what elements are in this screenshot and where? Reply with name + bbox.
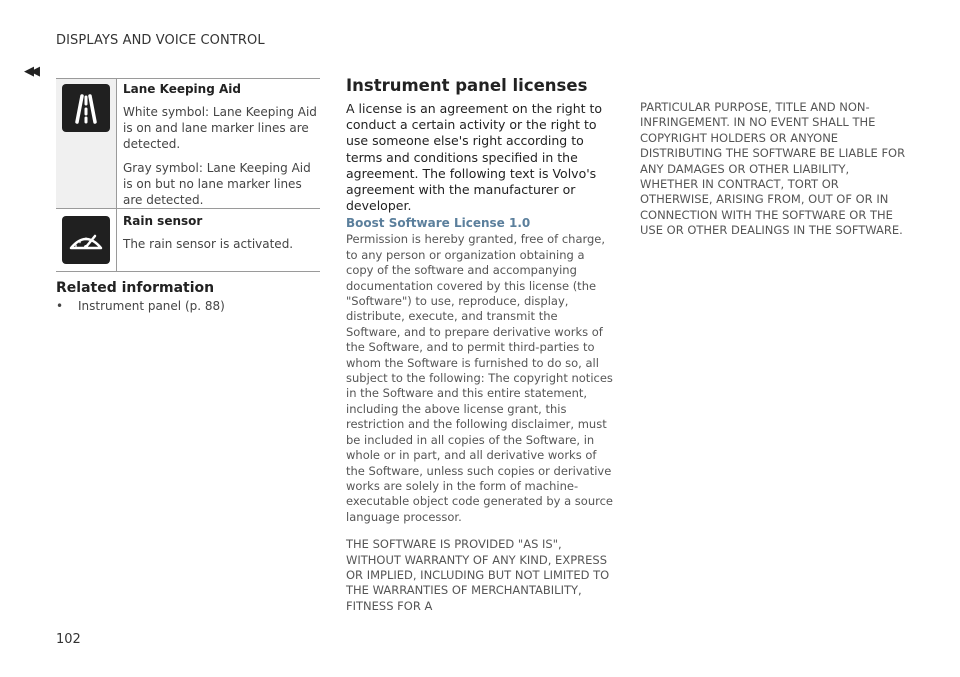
- row-title: Lane Keeping Aid: [123, 82, 241, 96]
- license-disclaimer-part2: PARTICULAR PURPOSE, TITLE AND NON-INFRINGEMENT. IN NO EVENT SHALL THE COPYRIGHT HOLDERS OR ANYONE DISTRIBUTING THE SOFTWARE BE LIABLE FOR ANY DAMAGES OR OTHER LIABILITY, WHETHER IN CONTRACT, TORT OR OTHERWISE, ARISING FROM, OUT OF OR IN CONNECTION WITH THE SOFTWARE OR THE USE OR OTHER DEALINGS IN THE SOFTWARE.: [640, 100, 906, 238]
- row-title: Rain sensor: [123, 214, 203, 228]
- table-row-lane-keeping-text: [123, 82, 317, 216]
- article-column-right: [640, 100, 908, 239]
- table-row-lane-keeping-icon-cell: [56, 79, 117, 208]
- rain-sensor-icon: [62, 216, 110, 264]
- table-row-rain-sensor-icon-cell: [56, 209, 117, 271]
- table-row-rain-sensor-text: [123, 214, 317, 260]
- article-column: [346, 76, 614, 614]
- license-body: Permission is hereby granted, free of charge, to any person or organization obtaining a copy of the software and accompanying documentation covered by this license (the "Software") to use, reproduce, display, distribute, execute, and transmit the Software, and to prepare derivative works of the Software, and to permit third-parties to whom the Software is furnished to do so, all subject to the following: The copyright notices in the Software and this entire statement, including the above license grant, this restriction and the following disclaimer, must be included in all copies of the Software, in whole or in part, and all derivative works of the Software, unless such copies or derivative works are solely in the form of machine-executable object code generated by a source language processor.: [346, 232, 613, 524]
- back-arrows-icon[interactable]: ◀◀: [24, 64, 36, 79]
- page-number: 102: [56, 632, 81, 647]
- row-paragraph: The rain sensor is activated.: [123, 237, 294, 251]
- license-heading: Boost Software License 1.0: [346, 216, 531, 231]
- table-bottom-rule: [56, 271, 320, 272]
- license-disclaimer-part1: THE SOFTWARE IS PROVIDED "AS IS", WITHOUT WARRANTY OF ANY KIND, EXPRESS OR IMPLIED, INCLUDING BUT NOT LIMITED TO THE WARRANTIES OF MERCHANTABILITY, FITNESS FOR A: [346, 537, 610, 613]
- article-heading: Instrument panel licenses: [346, 76, 588, 95]
- section-header: DISPLAYS AND VOICE CONTROL: [56, 33, 265, 48]
- related-heading: Related information: [56, 280, 215, 296]
- row-paragraph: White symbol: Lane Keeping Aid is on and lane marker lines are detected.: [123, 105, 317, 151]
- lane-keeping-aid-icon: [62, 84, 110, 132]
- article-intro: A license is an agreement on the right to conduct a certain activity or the right to use someone else's right according to terms and conditions specified in the agreement. The following text is Volvo's agreement with the manufacturer or developer.: [346, 101, 603, 214]
- bullet: •: [56, 299, 64, 313]
- related-link[interactable]: Instrument panel (p. 88): [78, 299, 225, 313]
- row-paragraph: Gray symbol: Lane Keeping Aid is on but no lane marker lines are detected.: [123, 161, 311, 207]
